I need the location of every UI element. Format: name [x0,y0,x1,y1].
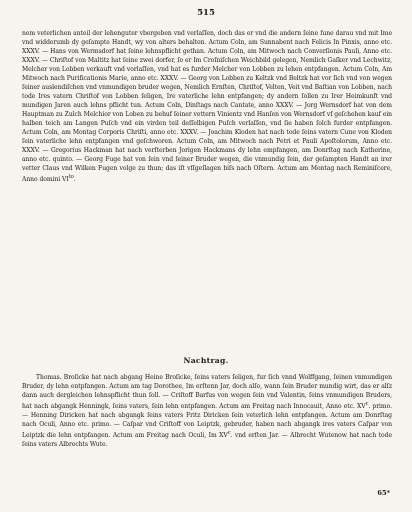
supplement-text [22,373,392,449]
section-heading: Nachtrag. [183,356,229,365]
supplement-paragraph [22,373,392,449]
main-superscript: to [68,174,74,181]
signature-mark: 65* [377,489,390,497]
main-paragraph-end: . [73,176,76,184]
supplement-text-part2: . primo. — Henning Diricken hat nach abgangk ſeins vaters Fritz Diricken ſein veterlich lehn entpfangen. Actum am Donrſtag nach Oculi, Anno etc. primo. — Caſpar vnd Criſtoff von Leiptzk, gebruder, haben nach abgangk ires vaters Caſpar von Leiptzk die lehn entpfangen. Actum am Freitag nach Oculi, Im XV [22,403,392,440]
supplement-superscript-2: c [227,430,231,437]
supplement-text-part3: . vnd erſten Jar. — Albrecht Wutenow hat nach tode ſeins vaters Albrechts Wute. [22,432,392,449]
main-paragraph-text: nem veterlichen anteil der lehenguter vbergeben vnd verlaſſen, doch das er vnd die andern ſeine ſune darau vnd mit Ime vnd widderumb dy geſampte Handt, wy von alters behalten. Actum Coln, am Sunnabent nach Felicis In Pinxis, anno etc. XXXV. — Hans von Wermsdorf hat ſeine lehnspflicht gethan. Actum Coln, am Mitwoch nach Converſionis Pauli, Anno etc. XXXV. — Chriſtof von Maltitz hat ſeine zwei dorfer, ſo er Im Croſniſchen Weichbild gelegen, Nemlich Gaſker vnd Lechwitz, Melcher von Lobben verkauft vnd vorlaſſen, vnd hat es furder Melcher von Lobben zu lehen entpfangen. Actum Coln, Am Mitwoch nach Purificationis Marie, anno etc. XXXV. — Georg von Lobben zu Keltzk vnd Beltzk hat vor ſich vnd von wegen ſeiner auslendiſchen vnd vnmundigen bruder wegen, Nemlich Ernſten, Chriſtof, Velten, Veit vnd Baſtian von Lobben, nach tode Ires vatern Chriſtof von Lobben ſeligen, Ire vaterliche lehn entpfangen; dy andern ſollen zu Irer Heimkunft vnd mundigen Jaren auch lehns pflicht tun. Actum Coln, Dinſtags nach Cantate, anno XXXV. — Jorg Wernsdorf hat von dem Hauptman zu Zulch Melchior von Loben zu behuf ſeiner vettern Vinientz vnd Hanſen von Wernsdorf vf geſchehen kauf ein halben teich am Langen Puſch vnd ein virden teil deſſelbigen Puſch verlaſſen, vnd ſie haben ſolch furder entpfangen. Actum Coln, am Montag Corporis Chriſti, anno etc. XXXV. — Joachim Kloden hat nach tode ſeins vatern Cune von Kloden ſein vaterliche lehn entpfangen vnd geſchworen. Actum Coln, am Mitwoch nach Petri et Pauli Apoſtolorum, Anno etc. XXXV. — Gregorius Hackman hat nach verſterben Jorigen Hackmans dy lehn empfangen, am Donrſtag nach Katherine, anno etc. quinto. — Georg Fuge hat von ſein vnd ſeiner Bruder wegen, die vnmundig ſein, der geſampten Handt an irer vetter Claus vnd Wilken Fugen volge zu thun; das iſt vſſgeſlagen biſs nach Oſtern. Actum am Montag nach Reminiſcere, Anno domini VI [22,30,392,184]
main-text [22,29,392,184]
supplement-text-part1: Thomas. Broſicke hat nach abgang Heine Broſicke, ſeins vaters ſeligen, fur ſich vnnd Wolffgang, ſeinen vnmundigen Bruder, dy lehn entpfangen. Actum am tag Dorothee, Im erſtenn Jar, doch alſo, wann ſein Bruder mundig wirt, das er alſz dann auch dergleichen lehnspflicht thun ſoll. — Criſtoff Barfus von wegen ſein vnd Valentin, ſeins vnmundigen Bruders, hat nach abgangk Henningk, ſeins vaters, ſein lehn entpfangen. Actum am Freitag nach Innocauit, Anno etc. XV [22,374,392,411]
main-paragraph [22,29,392,184]
page-number: 515 [197,8,215,18]
supplement-superscript-1: c [365,401,369,408]
